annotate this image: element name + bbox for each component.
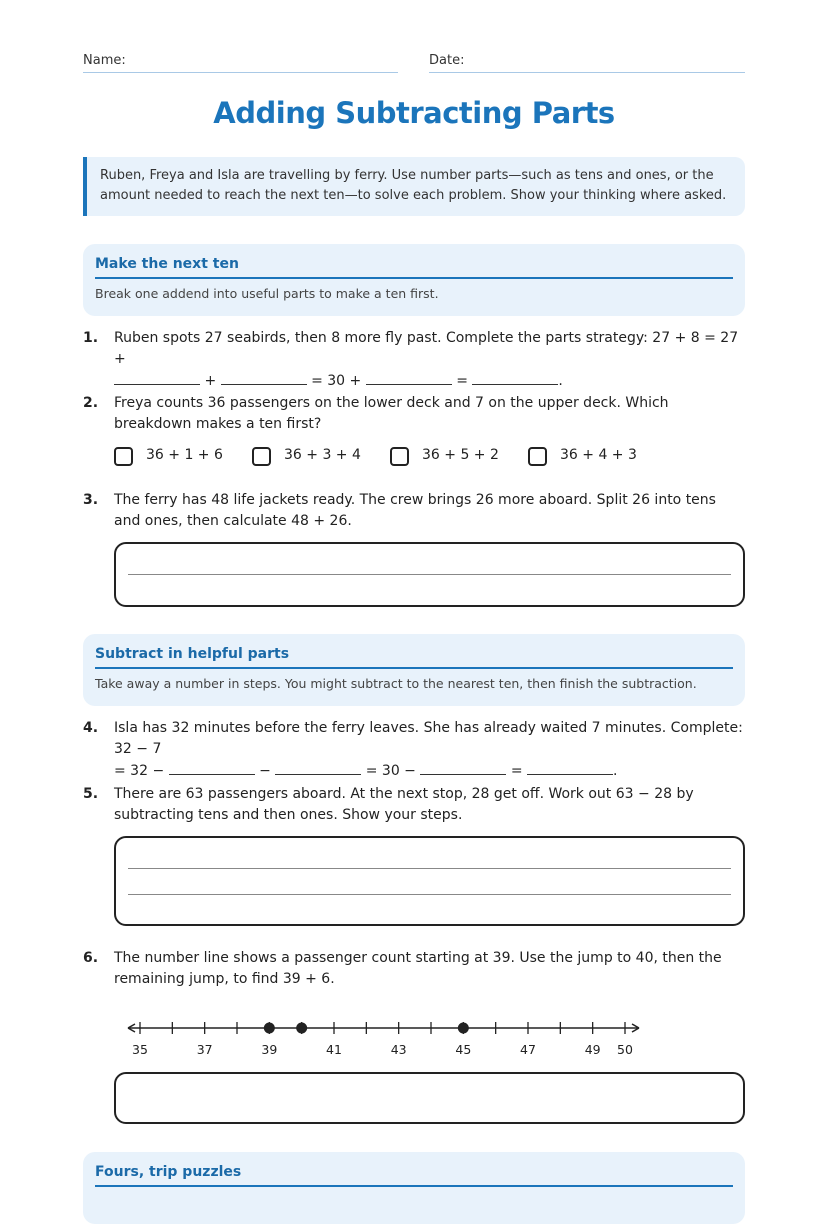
equals-thirty-plus: = 30 + bbox=[311, 373, 362, 389]
number-line-point bbox=[296, 1023, 307, 1034]
question-prompt: Ruben spots 27 seabirds, then 8 more fly past. Complete the parts strategy: 27 + 8 = 27 + bbox=[114, 330, 739, 367]
section-puzzles bbox=[83, 1152, 745, 1224]
header-fields bbox=[83, 52, 745, 74]
period: . bbox=[613, 763, 618, 779]
question-text: There are 63 passengers aboard. At the next stop, 28 get off. Work out 63 − 28 by subtracting tens and then ones. Show your steps. bbox=[114, 786, 694, 823]
tick-label: 41 bbox=[326, 1042, 342, 1057]
section-make-next-ten bbox=[83, 244, 745, 316]
tick-label: 47 bbox=[520, 1042, 536, 1057]
answer-line bbox=[128, 894, 731, 895]
answer-box[interactable] bbox=[114, 1072, 745, 1124]
tick-label: 37 bbox=[196, 1042, 213, 1057]
section-title: Subtract in helpful parts bbox=[95, 634, 733, 669]
question-text bbox=[114, 718, 745, 782]
tick-label: 49 bbox=[584, 1042, 601, 1057]
answer-blank[interactable] bbox=[114, 370, 200, 385]
choice-label: 36 + 4 + 3 bbox=[560, 447, 637, 463]
number-line bbox=[123, 1018, 653, 1068]
equals-sign: = bbox=[456, 373, 468, 389]
section-title: Fours, trip puzzles bbox=[95, 1152, 733, 1187]
question-text: Freya counts 36 passengers on the lower deck and 7 on the upper deck. Which breakdown makes a ten first? bbox=[114, 395, 669, 432]
number-line-svg bbox=[123, 1018, 653, 1068]
question-number: 1. bbox=[83, 330, 99, 346]
intro-box: Ruben, Freya and Isla are travelling by ferry. Use number parts—such as tens and ones, or the amount needed to reach the next ten—to solve each problem. Show your thinking where asked. bbox=[83, 157, 745, 216]
checkbox[interactable] bbox=[252, 447, 271, 466]
question-number: 6. bbox=[83, 950, 99, 966]
name-field[interactable] bbox=[83, 52, 398, 73]
number-line-point bbox=[264, 1023, 275, 1034]
answer-blank[interactable] bbox=[366, 370, 452, 385]
question-text: The ferry has 48 life jackets ready. The crew brings 26 more aboard. Split 26 into tens and ones, then calculate 48 + 26. bbox=[114, 492, 716, 529]
section-title: Make the next ten bbox=[95, 244, 733, 279]
question-text bbox=[114, 328, 745, 392]
question-prompt: Isla has 32 minutes before the ferry leaves. She has already waited 7 minutes. Complete: 32 − 7 bbox=[114, 720, 743, 757]
page-title: Adding Subtracting Parts bbox=[213, 96, 615, 130]
section-subtitle: Take away a number in steps. You might subtract to the nearest ten, then finish the subtraction. bbox=[95, 676, 697, 691]
checkbox[interactable] bbox=[114, 447, 133, 466]
choice-label: 36 + 5 + 2 bbox=[422, 447, 499, 463]
minus-sign: − bbox=[259, 763, 271, 779]
date-field[interactable] bbox=[429, 52, 745, 73]
answer-blank[interactable] bbox=[527, 760, 613, 775]
answer-blank[interactable] bbox=[169, 760, 255, 775]
date-label: Date: bbox=[429, 53, 465, 68]
answer-line bbox=[128, 868, 731, 869]
equals-thirty-minus: = 30 − bbox=[365, 763, 416, 779]
answer-box[interactable] bbox=[114, 836, 745, 926]
choice-label: 36 + 3 + 4 bbox=[284, 447, 361, 463]
checkbox[interactable] bbox=[390, 447, 409, 466]
tick-label: 35 bbox=[132, 1042, 148, 1057]
answer-blank[interactable] bbox=[221, 370, 307, 385]
tick-label: 39 bbox=[261, 1042, 278, 1057]
answer-blank[interactable] bbox=[472, 370, 558, 385]
question-text: The number line shows a passenger count starting at 39. Use the jump to 40, then the remaining jump, to find 39 + 6. bbox=[114, 950, 722, 987]
question-2 bbox=[83, 393, 745, 437]
choice-group bbox=[114, 446, 745, 470]
number-line-point bbox=[458, 1023, 469, 1034]
choice-label: 36 + 1 + 6 bbox=[146, 447, 223, 463]
question-number: 4. bbox=[83, 720, 99, 736]
question-6 bbox=[83, 948, 745, 992]
question-1 bbox=[83, 328, 745, 389]
tick-label: 45 bbox=[455, 1042, 472, 1057]
equals-sign: = bbox=[510, 763, 523, 779]
plus-sign: + bbox=[204, 373, 217, 389]
section-subtract-helpful-parts bbox=[83, 634, 745, 706]
answer-blank[interactable] bbox=[420, 760, 506, 775]
section-subtitle: Break one addend into useful parts to make a ten first. bbox=[95, 286, 439, 301]
question-number: 3. bbox=[83, 492, 99, 508]
question-5 bbox=[83, 784, 745, 828]
answer-box[interactable] bbox=[114, 542, 745, 607]
question-3 bbox=[83, 490, 745, 534]
question-4 bbox=[83, 718, 745, 779]
equals-thirty-two-minus: = 32 − bbox=[114, 763, 165, 779]
period: . bbox=[558, 373, 563, 389]
answer-line bbox=[128, 574, 731, 575]
tick-label: 50 bbox=[617, 1042, 633, 1057]
tick-label: 43 bbox=[390, 1042, 407, 1057]
answer-blank[interactable] bbox=[275, 760, 361, 775]
question-number: 5. bbox=[83, 786, 99, 802]
name-label: Name: bbox=[83, 53, 126, 68]
question-number: 2. bbox=[83, 395, 99, 411]
checkbox[interactable] bbox=[528, 447, 547, 466]
